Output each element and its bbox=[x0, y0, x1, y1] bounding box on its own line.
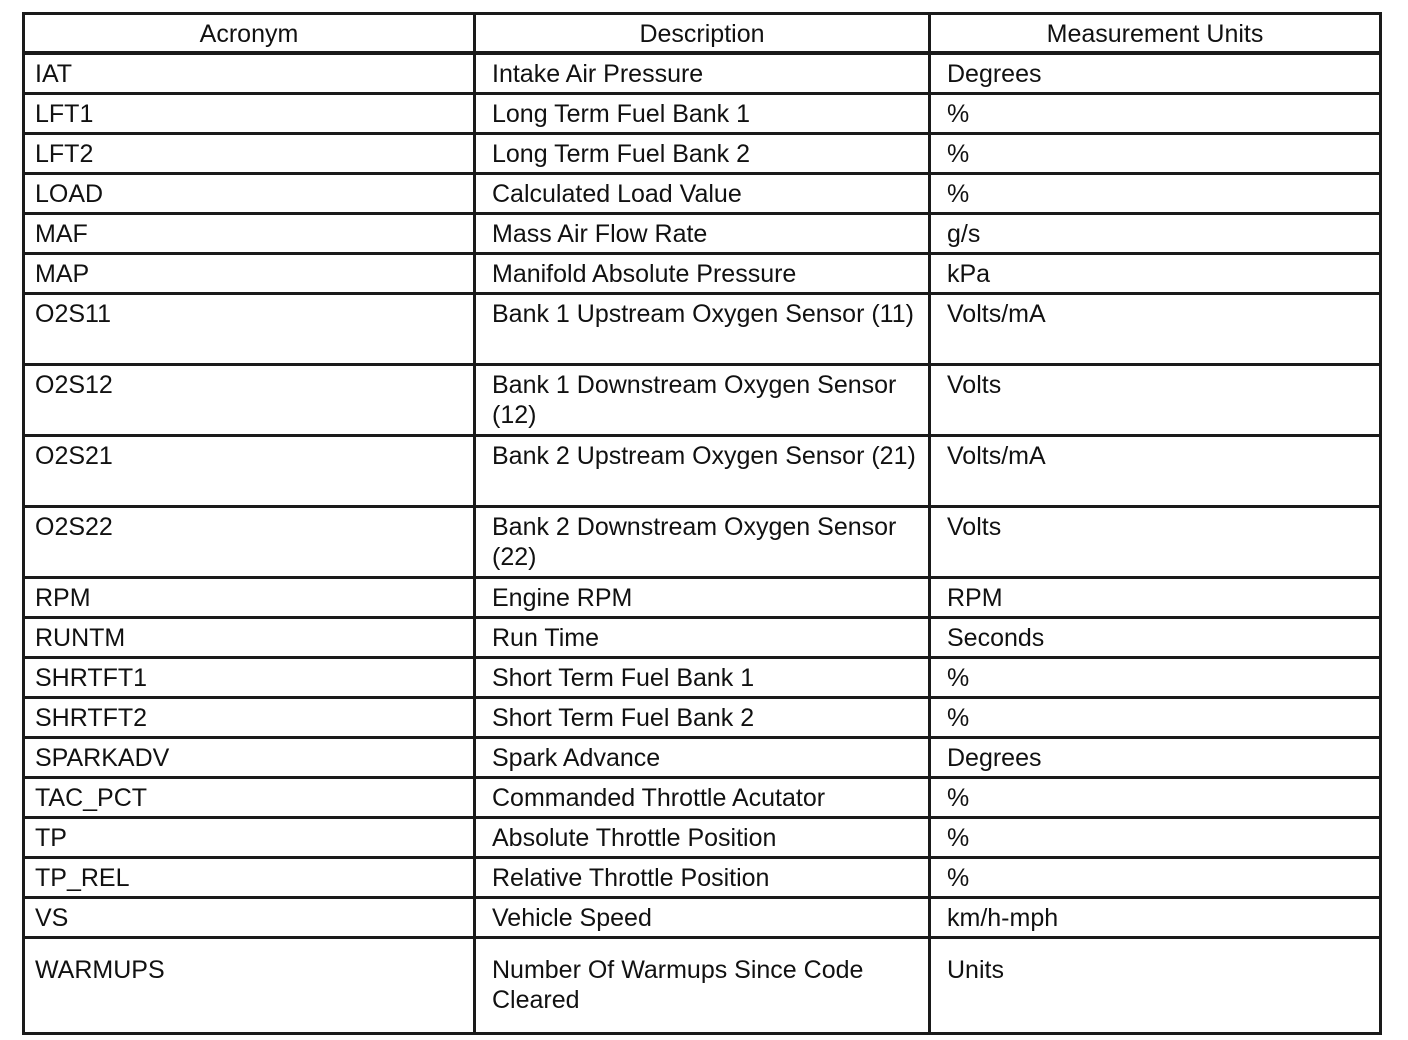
units-cell: % bbox=[930, 698, 1381, 738]
header-description: Description bbox=[475, 14, 930, 54]
acronym-cell: O2S22 bbox=[24, 507, 475, 578]
units-cell: % bbox=[930, 778, 1381, 818]
table-row bbox=[24, 53, 1381, 94]
table-row bbox=[24, 365, 1381, 436]
table-header bbox=[24, 14, 1381, 54]
description-cell: Vehicle Speed bbox=[475, 898, 930, 938]
header-row bbox=[24, 14, 1381, 54]
description-cell: Short Term Fuel Bank 1 bbox=[475, 658, 930, 698]
acronym-cell: SHRTFT1 bbox=[24, 658, 475, 698]
units-cell: Volts bbox=[930, 365, 1381, 436]
table-row bbox=[24, 658, 1381, 698]
acronym-cell: TP bbox=[24, 818, 475, 858]
table-row bbox=[24, 214, 1381, 254]
acronym-cell: O2S12 bbox=[24, 365, 475, 436]
acronym-cell: SHRTFT2 bbox=[24, 698, 475, 738]
units-cell: Volts/mA bbox=[930, 436, 1381, 507]
table-row bbox=[24, 294, 1381, 365]
table-row bbox=[24, 174, 1381, 214]
acronym-cell: TP_REL bbox=[24, 858, 475, 898]
units-cell: g/s bbox=[930, 214, 1381, 254]
description-cell: Bank 2 Downstream Oxygen Sensor (22) bbox=[475, 507, 930, 578]
table-row bbox=[24, 698, 1381, 738]
units-cell: Volts bbox=[930, 507, 1381, 578]
acronym-cell: MAF bbox=[24, 214, 475, 254]
description-cell: Intake Air Pressure bbox=[475, 53, 930, 94]
acronym-cell: O2S21 bbox=[24, 436, 475, 507]
acronym-cell: WARMUPS bbox=[24, 938, 475, 1034]
acronym-cell: LFT2 bbox=[24, 134, 475, 174]
units-cell: Volts/mA bbox=[930, 294, 1381, 365]
description-cell: Long Term Fuel Bank 2 bbox=[475, 134, 930, 174]
units-cell: Seconds bbox=[930, 618, 1381, 658]
table-row bbox=[24, 738, 1381, 778]
description-cell: Spark Advance bbox=[475, 738, 930, 778]
table-body bbox=[24, 53, 1381, 1034]
description-cell: Number Of Warmups Since Code Cleared bbox=[475, 938, 930, 1034]
units-cell: % bbox=[930, 174, 1381, 214]
table-row bbox=[24, 578, 1381, 618]
description-cell: Manifold Absolute Pressure bbox=[475, 254, 930, 294]
table-row bbox=[24, 818, 1381, 858]
description-cell: Bank 1 Downstream Oxygen Sensor (12) bbox=[475, 365, 930, 436]
table-row bbox=[24, 134, 1381, 174]
table-row bbox=[24, 938, 1381, 1034]
description-cell: Run Time bbox=[475, 618, 930, 658]
units-cell: RPM bbox=[930, 578, 1381, 618]
description-cell: Mass Air Flow Rate bbox=[475, 214, 930, 254]
units-cell: km/h-mph bbox=[930, 898, 1381, 938]
units-cell: Degrees bbox=[930, 738, 1381, 778]
acronym-cell: RPM bbox=[24, 578, 475, 618]
description-cell: Relative Throttle Position bbox=[475, 858, 930, 898]
acronym-cell: RUNTM bbox=[24, 618, 475, 658]
units-cell: % bbox=[930, 658, 1381, 698]
units-cell: % bbox=[930, 818, 1381, 858]
description-cell: Bank 2 Upstream Oxygen Sensor (21) bbox=[475, 436, 930, 507]
description-cell: Bank 1 Upstream Oxygen Sensor (11) bbox=[475, 294, 930, 365]
description-cell: Long Term Fuel Bank 1 bbox=[475, 94, 930, 134]
acronym-cell: LOAD bbox=[24, 174, 475, 214]
units-cell: % bbox=[930, 94, 1381, 134]
header-units: Measurement Units bbox=[930, 14, 1381, 54]
description-cell: Absolute Throttle Position bbox=[475, 818, 930, 858]
table-row bbox=[24, 858, 1381, 898]
acronym-cell: LFT1 bbox=[24, 94, 475, 134]
units-cell: % bbox=[930, 134, 1381, 174]
acronym-cell: IAT bbox=[24, 53, 475, 94]
description-cell: Short Term Fuel Bank 2 bbox=[475, 698, 930, 738]
acronym-cell: MAP bbox=[24, 254, 475, 294]
table-row bbox=[24, 618, 1381, 658]
parameter-table bbox=[22, 12, 1382, 1035]
table-row bbox=[24, 436, 1381, 507]
table-row bbox=[24, 507, 1381, 578]
table-row bbox=[24, 778, 1381, 818]
units-cell: % bbox=[930, 858, 1381, 898]
table-row bbox=[24, 254, 1381, 294]
header-acronym: Acronym bbox=[24, 14, 475, 54]
description-cell: Engine RPM bbox=[475, 578, 930, 618]
acronym-cell: O2S11 bbox=[24, 294, 475, 365]
table-row bbox=[24, 94, 1381, 134]
units-cell: kPa bbox=[930, 254, 1381, 294]
table-row bbox=[24, 898, 1381, 938]
acronym-cell: TAC_PCT bbox=[24, 778, 475, 818]
acronym-cell: VS bbox=[24, 898, 475, 938]
description-cell: Commanded Throttle Acutator bbox=[475, 778, 930, 818]
acronym-cell: SPARKADV bbox=[24, 738, 475, 778]
units-cell: Units bbox=[930, 938, 1381, 1034]
units-cell: Degrees bbox=[930, 53, 1381, 94]
description-cell: Calculated Load Value bbox=[475, 174, 930, 214]
